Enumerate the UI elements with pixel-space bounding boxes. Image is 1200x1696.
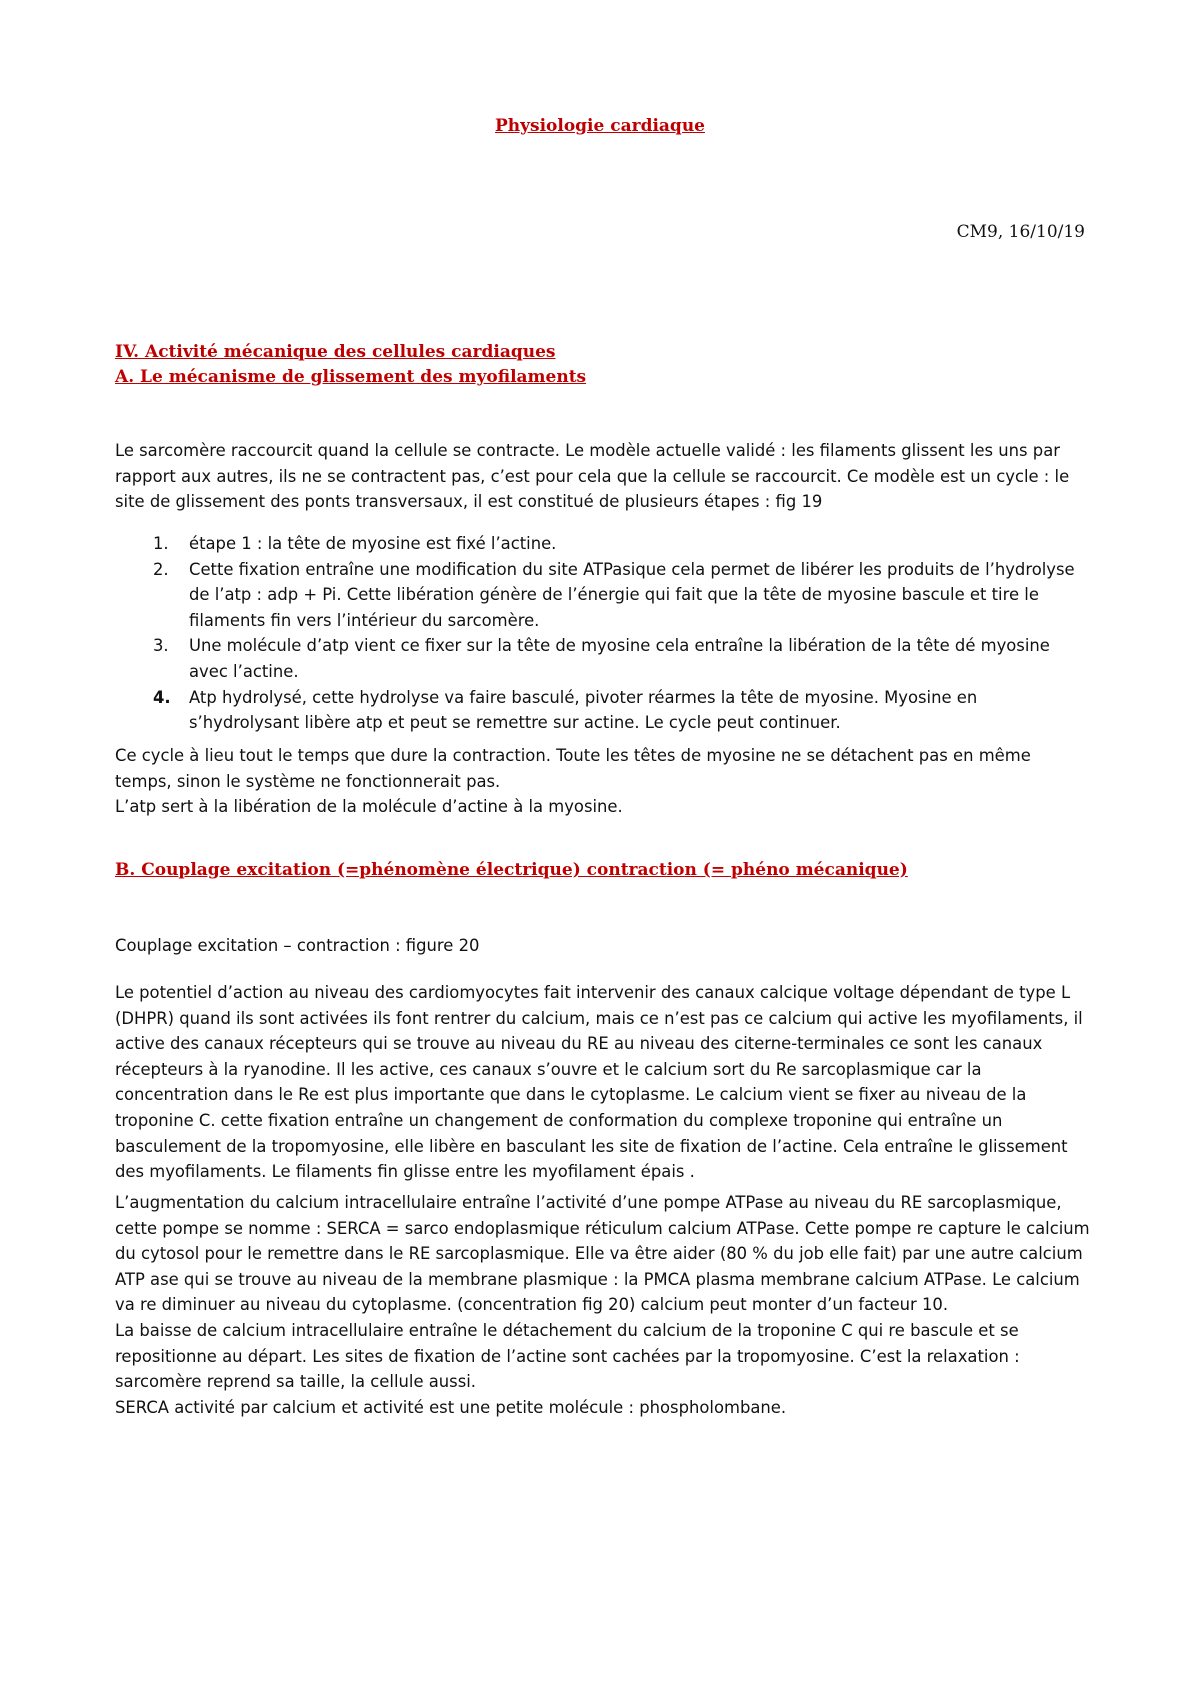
cycle-paragraph: [115, 743, 1090, 820]
section-iv-heading: IV. Activité mécanique des cellules cardiaques: [115, 342, 556, 362]
list-item: [115, 633, 1090, 684]
paragraph-phospholamban: SERCA activité par calcium et activité est une petite molécule : phospholombane.: [115, 1397, 787, 1417]
figure-line: Couplage excitation – contraction : figure 20: [115, 936, 480, 955]
step-number: 4.: [153, 687, 171, 707]
step-text: Une molécule d’atp vient ce fixer sur la tête de myosine cela entraîne la libération de la tête dé myosine avec l’actine.: [189, 636, 1050, 681]
paragraph-calcium-channels: Le potentiel d’action au niveau des cardiomyocytes fait intervenir des canaux calcique voltage dépendant de type L (DHPR) quand ils sont activées ils font rentrer du calcium, mais ce n’est pas ce calcium qui active les myofilaments, il active des canaux récepteurs qui se trouve au niveau du RE au niveau des citerne-terminales ce sont les canaux récepteurs à la ryanodine. Il les active, ces canaux s’ouvre et le calcium sort du Re sarcoplasmique car la concentration dans le Re est plus importante que dans le cytoplasme. Le calcium vient se fixer au niveau de la troponine C. cette fixation entraîne un changement de conformation du complexe troponine qui entraîne un basculement de la tropomyosine, elle libère en basculant les site de fixation de l’actine. Cela entraîne le glissement des myofilaments. Le filaments fin glisse entre les myofilament épais .: [115, 983, 1083, 1182]
step-number: 1.: [153, 534, 169, 553]
section-b-heading: B. Couplage excitation (=phénomène électrique) contraction (= phéno mécanique): [115, 860, 908, 880]
section-a-heading: A. Le mécanisme de glissement des myofilaments: [115, 367, 587, 387]
list-item: [115, 685, 1090, 736]
intro-paragraph: Le sarcomère raccourcit quand la cellule se contracte. Le modèle actuelle validé : les filaments glissent les uns par rapport aux autres, ils ne se contractent pas, c’est pour cela que la cellule se raccourcit. Ce modèle est un cycle : le site de glissement des ponts transversaux, il est constitué de plusieurs étapes : fig 19: [115, 441, 1070, 512]
step-text: Atp hydrolysé, cette hydrolyse va faire basculé, pivoter réarmes la tête de myosine. Myosine en s’hydrolysant libère atp et peut se remettre sur actine. Le cycle peut continuer.: [189, 687, 978, 733]
paragraph-relaxation: La baisse de calcium intracellulaire entraîne le détachement du calcium de la troponine C qui re bascule et se repositionne au départ. Les sites de fixation de l’actine sont cachées par la tropomyosine. C’est la relaxation : sarcomère reprend sa taille, la cellule aussi.: [115, 1320, 1020, 1392]
cycle-paragraph-2: L’atp sert à la libération de la molécule d’actine à la myosine.: [115, 797, 623, 817]
step-text: Cette fixation entraîne une modification du site ATPasique cela permet de libérer les produits de l’hydrolyse de l’atp : adp + Pi. Cette libération génère de l’énergie qui fait que la tête de myosine bascule et tire le filaments fin vers l’intérieur du sarcomère.: [189, 559, 1075, 630]
list-item: [115, 531, 1090, 557]
step-number: 2.: [153, 559, 169, 579]
document-title: Physiologie cardiaque: [494, 116, 705, 136]
steps-list: [115, 531, 1090, 736]
step-text: étape 1 : la tête de myosine est fixé l’actine.: [189, 534, 557, 553]
course-date: CM9, 16/10/19: [956, 222, 1085, 242]
cycle-paragraph-1: Ce cycle à lieu tout le temps que dure la contraction. Toute les têtes de myosine ne se détachent pas en même temps, sinon le système ne fonctionnerait pas.: [115, 746, 1031, 791]
step-number: 3.: [153, 636, 169, 656]
paragraph-serca: [115, 1190, 1090, 1420]
paragraph-serca-1: L’augmentation du calcium intracellulaire entraîne l’activité d’une pompe ATPase au niveau du RE sarcoplasmique, cette pompe se nomme : SERCA = sarco endoplasmique réticulum calcium ATPase. Cette pompe re capture le calcium du cytosol pour le remettre dans le RE sarcoplasmique. Elle va être aider (80 % du job elle fait) par une autre calcium ATP ase qui se trouve au niveau de la membrane plasmique : la PMCA plasma membrane calcium ATPase. Le calcium va re diminuer au niveau du cytoplasme. (concentration fig 20) calcium peut monter d’un facteur 10.: [115, 1193, 1090, 1315]
list-item: [115, 557, 1090, 634]
